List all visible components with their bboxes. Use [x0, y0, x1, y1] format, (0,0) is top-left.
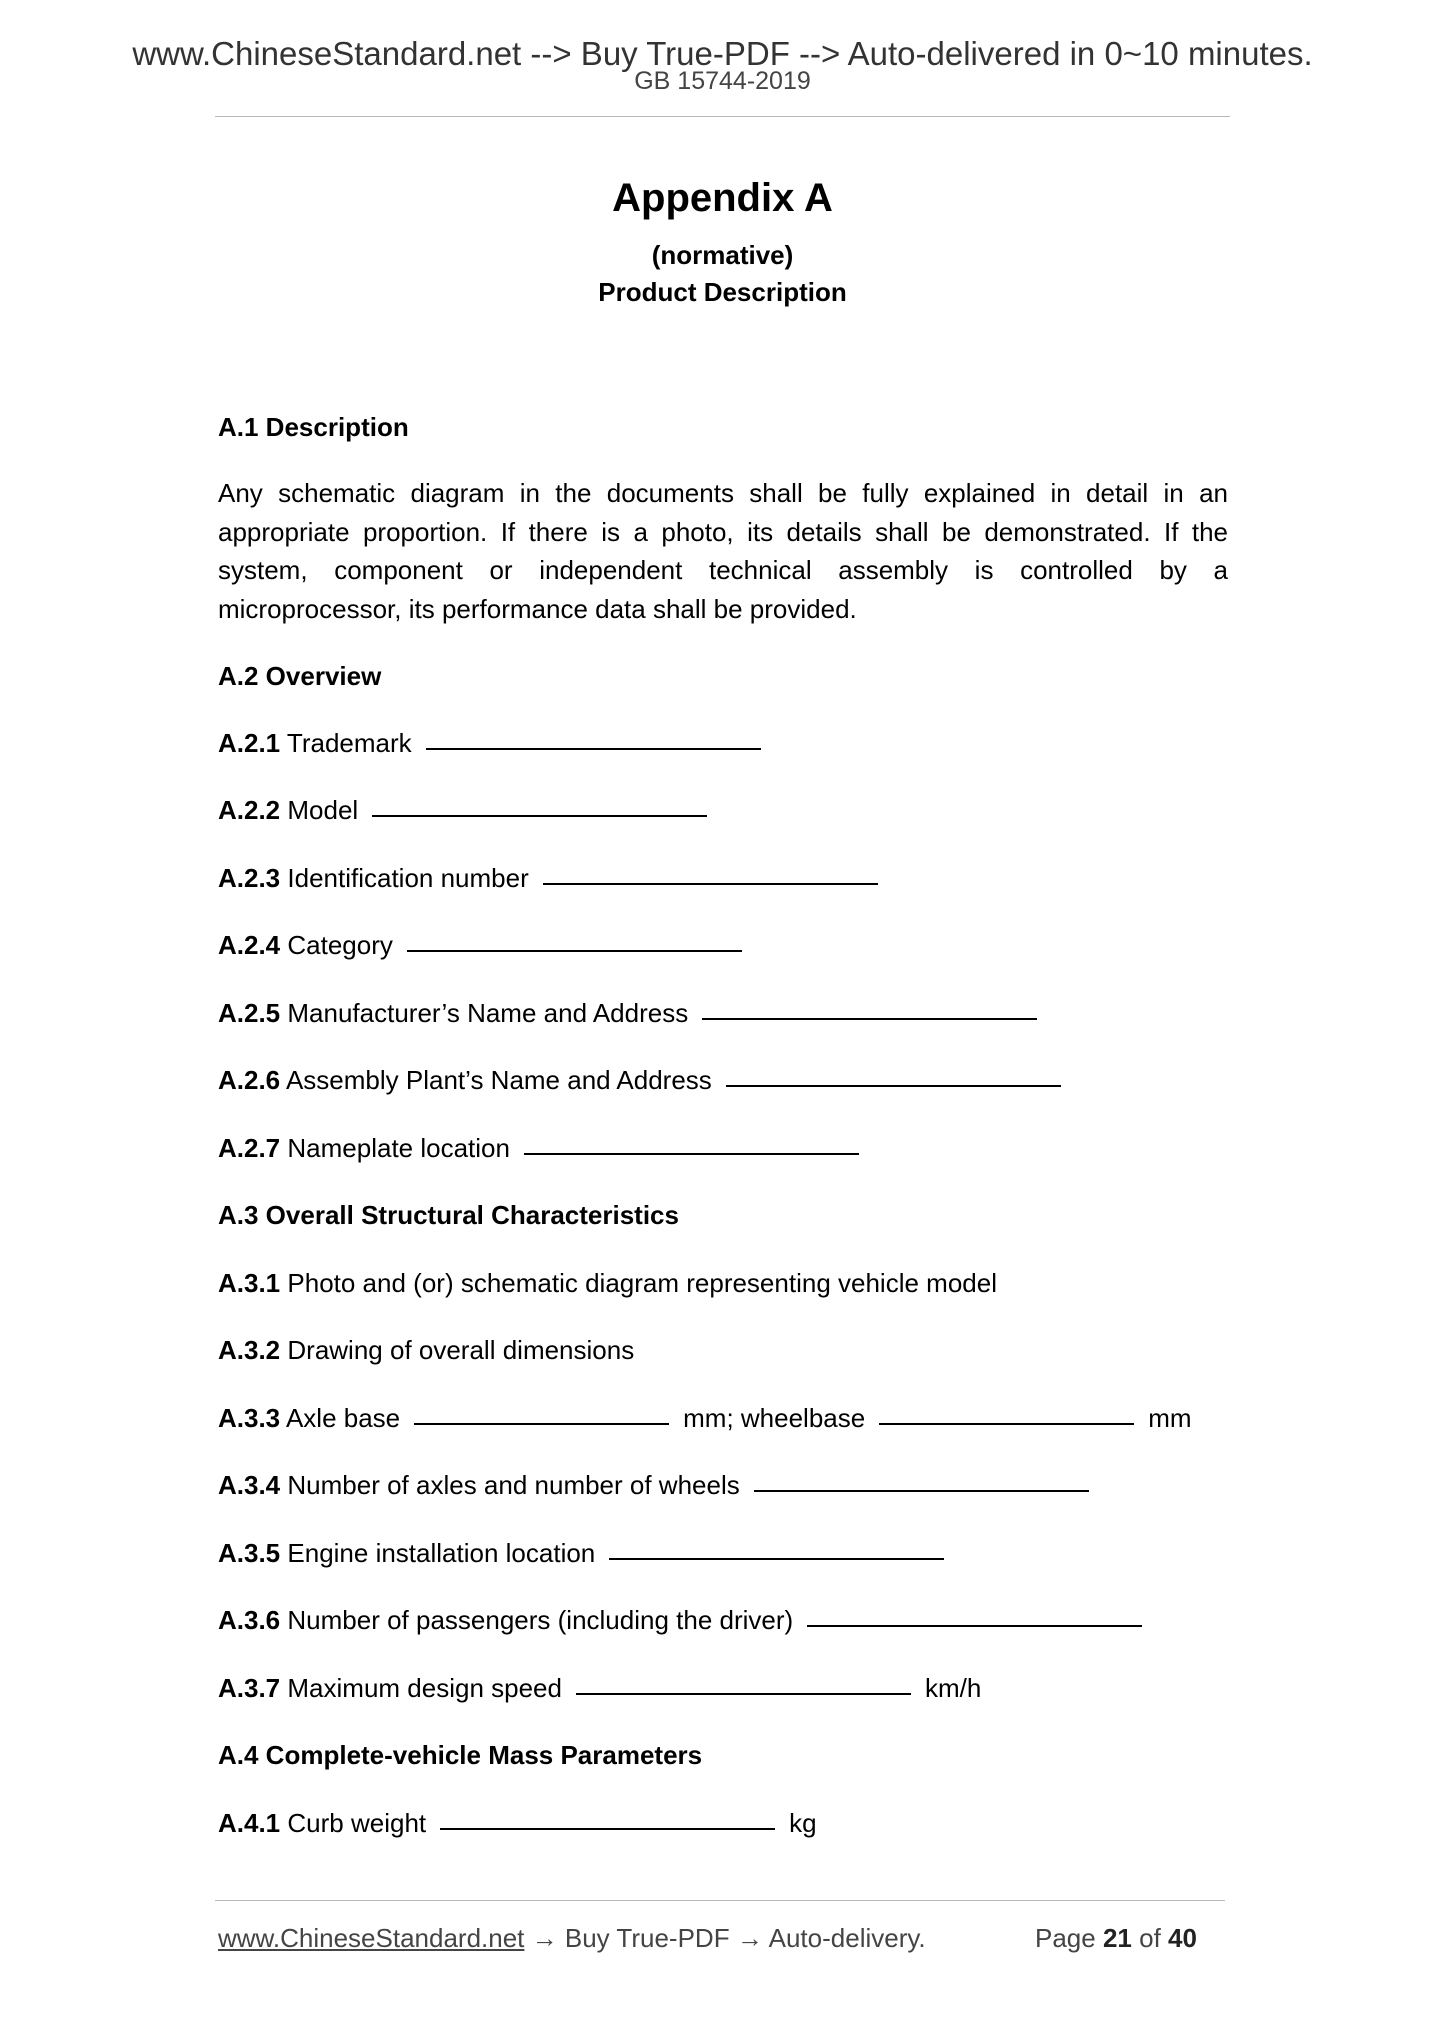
item-number: A.3.7 — [218, 1673, 281, 1703]
page-of: of — [1139, 1923, 1161, 1953]
max-speed-blank[interactable] — [576, 1692, 911, 1695]
axles-wheels-blank[interactable] — [754, 1489, 1089, 1492]
appendix-title: Appendix A — [612, 176, 833, 220]
arrow-icon: → — [736, 1923, 763, 1953]
form-item-a2-3 — [218, 861, 892, 895]
item-number: A.3.2 — [218, 1335, 281, 1365]
page-indicator — [1035, 1921, 1197, 1955]
trademark-blank[interactable] — [426, 747, 761, 750]
item-label: Trademark — [286, 728, 412, 758]
page-current: 21 — [1102, 1923, 1132, 1953]
model-blank[interactable] — [372, 814, 707, 817]
wheelbase-blank[interactable] — [879, 1422, 1134, 1425]
item-number: A.2.4 — [218, 930, 281, 960]
item-label: Photo and (or) schematic diagram representing vehicle model — [287, 1268, 997, 1298]
form-item-a3-1 — [218, 1266, 997, 1300]
item-label: Manufacturer’s Name and Address — [287, 998, 689, 1028]
arrow-icon: → — [531, 1923, 558, 1953]
item-number: A.3.4 — [218, 1470, 281, 1500]
footer-promo — [218, 1921, 926, 1955]
item-unit: mm — [1148, 1403, 1192, 1433]
item-number: A.2.6 — [218, 1065, 281, 1095]
form-item-a3-4 — [218, 1468, 1103, 1502]
manufacturer-blank[interactable] — [702, 1017, 1037, 1020]
item-unit: kg — [789, 1808, 817, 1838]
passengers-blank[interactable] — [807, 1624, 1142, 1627]
site-banner: www.ChineseStandard.net --> Buy True-PDF --> Auto-delivered in 0~10 minutes. — [132, 35, 1313, 72]
item-number: A.2.2 — [218, 795, 281, 825]
section-a1-paragraph: Any schematic diagram in the documents shall be fully explained in detail in an appropriate proportion. If there is a photo, its details shall be demonstrated. If the system, component or independent technical assembly is controlled by a microprocessor, its performance data shall be provided. — [218, 478, 1228, 624]
item-number: A.3.5 — [218, 1538, 281, 1568]
identification-number-blank[interactable] — [543, 882, 878, 885]
item-label: Number of axles and number of wheels — [287, 1470, 740, 1500]
section-heading-a2: A.2 Overview — [218, 661, 382, 691]
curb-weight-blank[interactable] — [440, 1827, 775, 1830]
form-item-a3-6 — [218, 1603, 1156, 1637]
assembly-plant-blank[interactable] — [726, 1084, 1061, 1087]
form-item-a3-7 — [218, 1671, 981, 1705]
section-heading-a1: A.1 Description — [218, 412, 409, 442]
page-total: 40 — [1168, 1923, 1197, 1953]
item-label: Drawing of overall dimensions — [287, 1335, 635, 1365]
form-item-a3-5 — [218, 1536, 958, 1570]
item-label: Axle base — [285, 1403, 401, 1433]
section-heading-a3: A.3 Overall Structural Characteristics — [218, 1200, 679, 1230]
footer-buy-text: Buy True-PDF — [564, 1923, 730, 1953]
item-label: Maximum design speed — [287, 1673, 562, 1703]
footer-site-link[interactable]: www.ChineseStandard.net — [218, 1923, 525, 1953]
form-item-a2-4 — [218, 928, 756, 962]
item-label: Engine installation location — [287, 1538, 596, 1568]
item-number: A.3.1 — [218, 1268, 281, 1298]
footer-divider — [215, 1900, 1225, 1901]
header-divider — [215, 116, 1230, 117]
item-number: A.3.6 — [218, 1605, 281, 1635]
footer-delivery-text: Auto-delivery. — [768, 1923, 926, 1953]
form-item-a2-1 — [218, 726, 775, 760]
form-item-a2-2 — [218, 793, 721, 827]
item-number: A.2.5 — [218, 998, 281, 1028]
item-label: Model — [287, 795, 359, 825]
item-number: A.3.3 — [218, 1403, 281, 1433]
form-item-a2-6 — [218, 1063, 1075, 1097]
section-heading-a4: A.4 Complete-vehicle Mass Parameters — [218, 1740, 703, 1770]
item-label: Identification number — [287, 863, 529, 893]
form-item-a3-3 — [218, 1401, 1192, 1435]
item-label: Number of passengers (including the driver) — [287, 1605, 794, 1635]
item-number: A.2.1 — [218, 728, 281, 758]
item-number: A.4.1 — [218, 1808, 281, 1838]
form-item-a3-2 — [218, 1333, 634, 1367]
form-item-a4-1 — [218, 1806, 817, 1840]
item-label: Curb weight — [287, 1808, 427, 1838]
standard-number: GB 15744-2019 — [634, 67, 811, 95]
nameplate-location-blank[interactable] — [524, 1152, 859, 1155]
appendix-type: (normative) — [651, 240, 794, 270]
form-item-a2-7 — [218, 1131, 873, 1165]
item-number: A.2.7 — [218, 1133, 281, 1163]
axle-base-blank[interactable] — [414, 1422, 669, 1425]
category-blank[interactable] — [407, 949, 742, 952]
item-unit: km/h — [924, 1673, 982, 1703]
item-label: Assembly Plant’s Name and Address — [285, 1065, 712, 1095]
appendix-subtitle: Product Description — [598, 277, 847, 307]
item-label: Category — [287, 930, 393, 960]
item-label: Nameplate location — [287, 1133, 510, 1163]
item-number: A.2.3 — [218, 863, 281, 893]
page-label: Page — [1035, 1923, 1096, 1953]
form-item-a2-5 — [218, 996, 1051, 1030]
item-mid-label: mm; wheelbase — [683, 1403, 866, 1433]
engine-location-blank[interactable] — [609, 1557, 944, 1560]
